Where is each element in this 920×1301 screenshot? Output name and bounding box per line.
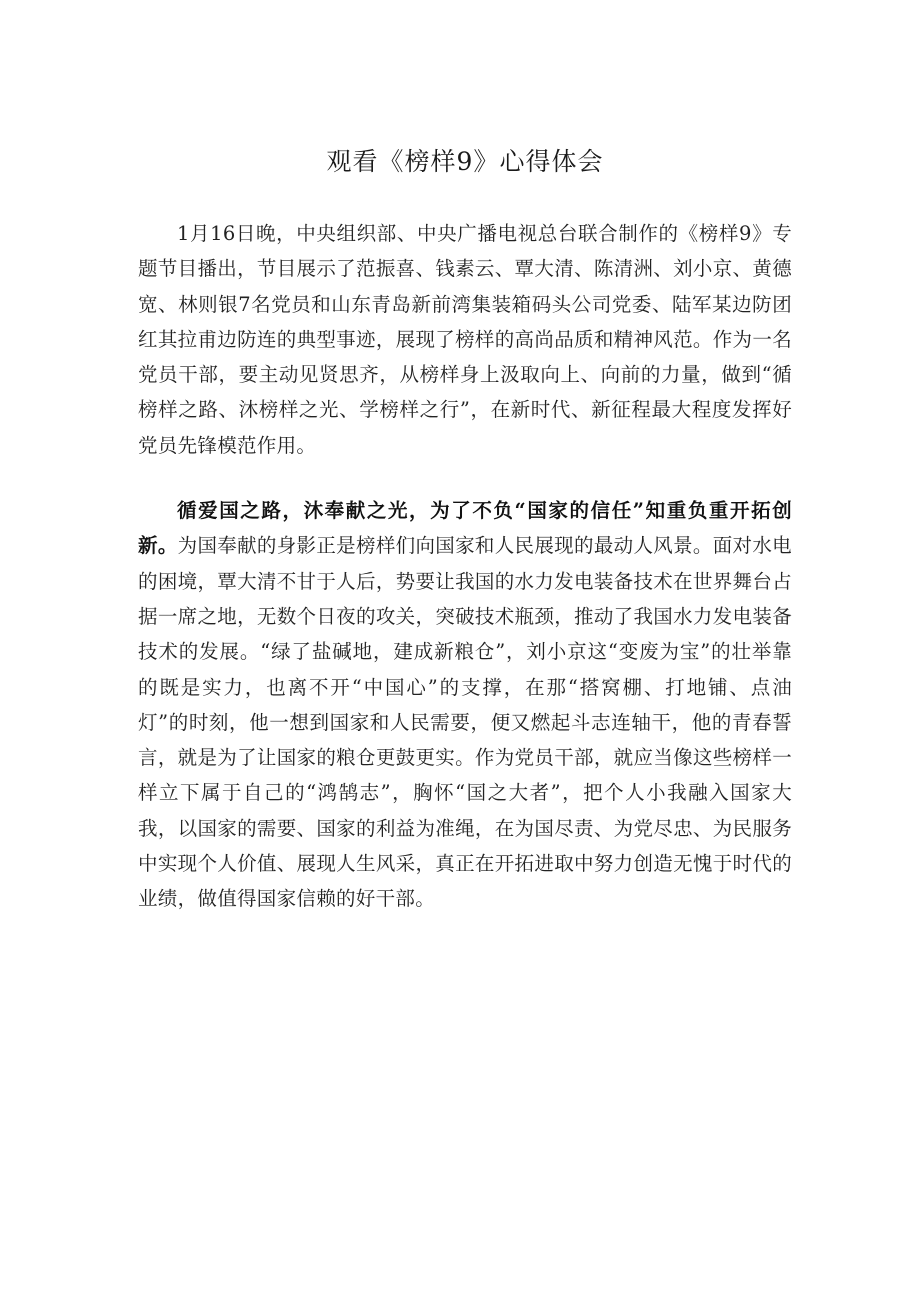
paragraph-patriotism (138, 493, 792, 917)
paragraph-patriotism-lead: 循爱国之路，沐奉献之光，为了不负“国家的信任”知重负重开拓创新。 (138, 499, 792, 558)
document-title: 观看《榜样9》心得体会 (326, 147, 604, 176)
paragraph-intro-text: 1月16日晚，中央组织部、中央广播电视总台联合制作的《榜样9》专题节目播出，节目展示了范振喜、钱素云、覃大清、陈清洲、刘小京、黄德宽、林则银7名党员和山东青岛新前湾集装箱码头公司党委、陆军某边防团红其拉甫边防连的典型事迹，展现了榜样的高尚品质和精神风范。作为一名党员干部，要主动见贤思齐，从榜样身上汲取向上、向前的力量，做到“循榜样之路、沐榜样之光、学榜样之行”，在新时代、新征程最大程度发挥好党员先锋模范作用。 (138, 222, 792, 457)
paragraph-intro (138, 216, 792, 463)
document-page (138, 140, 792, 917)
paragraph-patriotism-text: 为国奉献的身影正是榜样们向国家和人民展现的最动人风景。面对水电的困境，覃大清不甘于人后，势要让我国的水力发电装备技术在世界舞台占据一席之地，无数个日夜的攻关，突破技术瓶颈，推动了我国水力发电装备技术的发展。“绿了盐碱地，建成新粮仓”，刘小京这“变废为宝”的壮举靠的既是实力，也离不开“中国心”的支撑，在那“搭窝棚、打地铺、点油灯”的时刻，他一想到国家和人民需要，便又燃起斗志连轴干，他的青春誓言，就是为了让国家的粮仓更鼓更实。作为党员干部，就应当像这些榜样一样立下属于自己的“鸿鹄志”，胸怀“国之大者”，把个人小我融入国家大我，以国家的需要、国家的利益为准绳，在为国尽责、为党尽忠、为民服务中实现个人价值、展现人生风采，真正在开拓进取中努力创造无愧于时代的业绩，做值得国家信赖的好干部。 (138, 534, 792, 911)
